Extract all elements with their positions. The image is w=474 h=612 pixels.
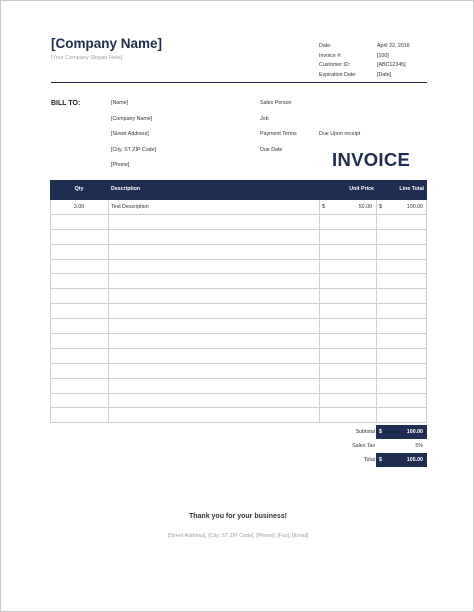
table-row xyxy=(50,260,427,275)
table-cell xyxy=(319,260,376,274)
table-cell xyxy=(376,349,427,363)
table-cell xyxy=(108,230,319,244)
table-cell xyxy=(108,260,319,274)
table-cell xyxy=(108,304,319,318)
meta-label: Date: xyxy=(319,43,332,49)
table-cell xyxy=(50,349,108,363)
totals-block xyxy=(301,425,427,467)
meta-value: [100] xyxy=(377,52,389,59)
total-label: Total xyxy=(363,457,375,463)
table-cell xyxy=(319,289,376,303)
table-cell xyxy=(319,215,376,229)
table-header xyxy=(50,180,427,200)
table-cell xyxy=(319,319,376,333)
table-row xyxy=(50,289,427,304)
table-cell xyxy=(50,215,108,229)
info-label: Job xyxy=(260,115,269,122)
table-cell xyxy=(108,245,319,259)
table-cell xyxy=(319,364,376,378)
table-cell xyxy=(50,334,108,348)
table-cell xyxy=(50,394,108,408)
info-label: Due Date xyxy=(260,146,283,153)
subtotal-value: 100.00 xyxy=(406,429,423,435)
header-unit-price: Unit Price xyxy=(349,186,374,192)
table-cell xyxy=(376,304,427,318)
table-row xyxy=(50,394,427,409)
info-label: Payment Terms xyxy=(260,131,297,137)
table-cell xyxy=(319,408,376,422)
table-row xyxy=(50,364,427,379)
meta-label: Expiration Date: xyxy=(319,71,357,78)
table-cell xyxy=(108,274,319,288)
invoice-title: INVOICE xyxy=(332,149,411,170)
table-row xyxy=(50,274,427,289)
table-row xyxy=(50,230,427,245)
header-description: Description xyxy=(111,186,141,192)
meta-date xyxy=(319,43,427,53)
table-cell xyxy=(108,334,319,348)
table-cell xyxy=(50,379,108,393)
table-row xyxy=(50,334,427,349)
header-qty: Qty xyxy=(74,186,84,192)
bill-to-phone: [Phone] xyxy=(111,162,130,168)
bill-to-company: [Company Name] xyxy=(111,115,153,122)
currency-symbol: $ xyxy=(379,429,382,435)
line-items-table xyxy=(50,180,427,423)
table-cell xyxy=(50,304,108,318)
currency-symbol: $ xyxy=(379,457,382,463)
table-cell xyxy=(376,289,427,303)
table-cell xyxy=(108,408,319,422)
subtotal-box xyxy=(376,425,427,439)
table-cell xyxy=(108,394,319,408)
bill-to-city: [City, ST ZIP Code] xyxy=(111,146,157,153)
meta-value: April 22, 2016 xyxy=(377,43,410,49)
table-cell xyxy=(108,215,319,229)
cell-total-currency: $ xyxy=(379,204,382,210)
table-cell xyxy=(376,274,427,288)
subtotal-row xyxy=(301,425,427,439)
table-cell xyxy=(50,319,108,333)
table-cell xyxy=(319,394,376,408)
cell-line-total: 100.00 xyxy=(406,204,423,210)
info-job xyxy=(260,116,420,132)
cell-description: Test Description xyxy=(111,204,149,210)
table-cell xyxy=(319,304,376,318)
header-divider xyxy=(51,82,427,83)
table-row xyxy=(50,379,427,394)
table-cell xyxy=(376,334,427,348)
table-cell xyxy=(319,230,376,244)
cell-qty: 3.00 xyxy=(73,204,85,210)
table-cell xyxy=(50,408,108,422)
table-body xyxy=(50,200,427,423)
company-name: [Company Name] xyxy=(51,36,163,51)
cell-unit-price: 50.00 xyxy=(358,204,372,210)
table-row xyxy=(50,349,427,364)
header-line-total: Line Total xyxy=(399,186,424,192)
table-cell xyxy=(376,230,427,244)
table-cell xyxy=(319,379,376,393)
table-cell xyxy=(376,408,427,422)
thank-you-message: Thank you for your business! xyxy=(188,513,287,520)
info-label: Sales Person xyxy=(260,100,292,106)
table-cell xyxy=(108,379,319,393)
table-cell xyxy=(108,319,319,333)
table-cell xyxy=(376,394,427,408)
footer-contact: [Street Address], [City, ST ZIP Code], [Phone], [Fax], [Email] xyxy=(167,533,309,539)
table-row xyxy=(50,408,427,423)
meta-label: Customer ID: xyxy=(319,62,351,68)
table-row xyxy=(50,304,427,319)
table-cell xyxy=(319,274,376,288)
table-cell xyxy=(108,289,319,303)
table-cell xyxy=(376,379,427,393)
info-sales-person xyxy=(260,100,420,116)
tax-label: Sales Tax xyxy=(352,443,375,449)
table-cell xyxy=(319,334,376,348)
invoice-meta xyxy=(319,43,427,81)
bill-to-name: [Name] xyxy=(111,100,129,106)
table-row xyxy=(50,245,427,260)
meta-value: [Date] xyxy=(377,71,392,78)
table-cell xyxy=(50,289,108,303)
bill-to-street: [Street Address] xyxy=(111,131,149,137)
tax-box xyxy=(376,439,427,453)
info-payment-terms xyxy=(260,131,420,147)
table-row xyxy=(50,319,427,334)
table-row xyxy=(50,215,427,230)
total-value: 105.00 xyxy=(406,457,423,463)
meta-value: [ABC12345] xyxy=(377,62,406,68)
meta-expiration-date xyxy=(319,72,427,82)
company-slogan: [Your Company Slogan Here] xyxy=(51,55,123,61)
info-value: Due Upon receipt xyxy=(319,131,361,137)
table-cell xyxy=(108,349,319,363)
table-cell xyxy=(376,260,427,274)
total-row xyxy=(301,453,427,467)
table-cell xyxy=(376,319,427,333)
tax-row xyxy=(301,439,427,453)
table-cell xyxy=(50,245,108,259)
bill-to-block xyxy=(111,100,156,178)
table-cell xyxy=(319,349,376,363)
cell-unit-currency: $ xyxy=(322,204,325,210)
table-cell xyxy=(108,364,319,378)
total-box xyxy=(376,453,427,467)
table-cell xyxy=(50,364,108,378)
table-cell xyxy=(376,245,427,259)
meta-customer-id xyxy=(319,62,427,72)
bill-to-heading: BILL TO: xyxy=(51,100,81,107)
table-cell xyxy=(50,260,108,274)
table-row xyxy=(50,200,427,215)
meta-invoice-number xyxy=(319,53,427,63)
subtotal-label: Subtotal xyxy=(355,429,375,435)
tax-value: 5% xyxy=(415,443,423,449)
table-cell xyxy=(376,364,427,378)
table-cell xyxy=(50,274,108,288)
meta-label: Invoice #: xyxy=(319,52,342,59)
table-cell xyxy=(50,230,108,244)
table-cell xyxy=(376,215,427,229)
table-cell xyxy=(319,245,376,259)
